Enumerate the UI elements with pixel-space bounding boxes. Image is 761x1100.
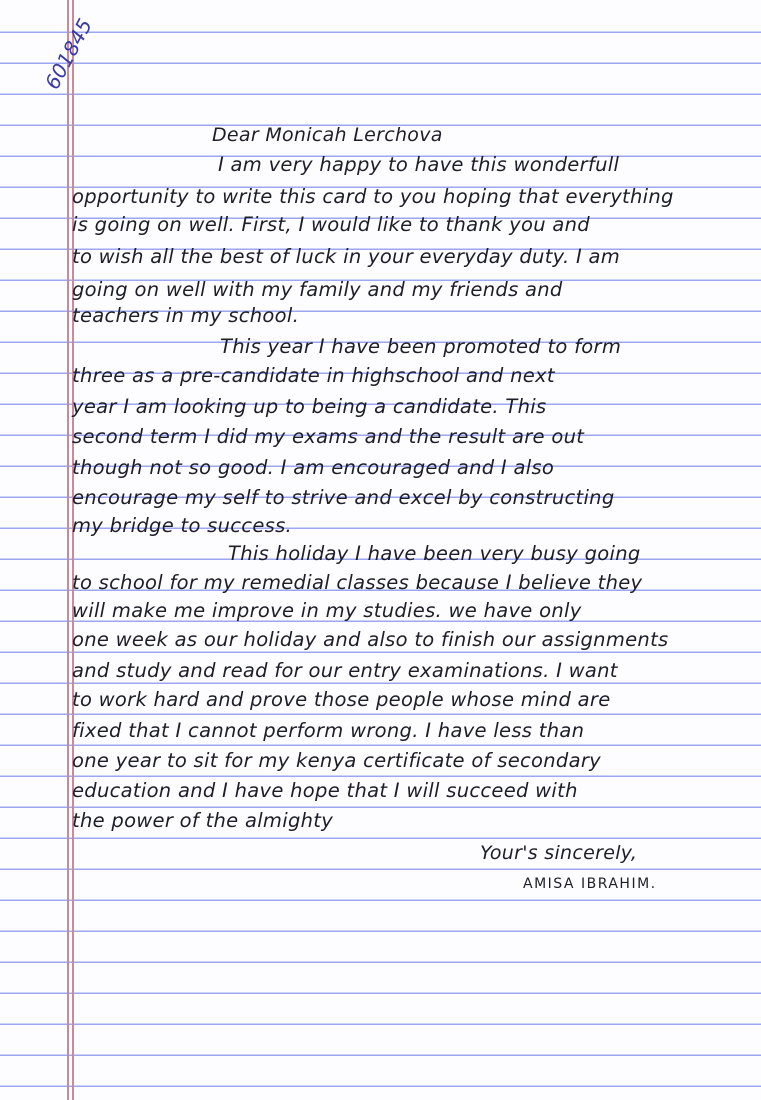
- letter-line: encourage my self to strive and excel by constructing: [72, 486, 615, 509]
- letter-line: is going on well. First, I would like to thank you and: [72, 213, 590, 236]
- letter-line: year I am looking up to being a candidate. This: [72, 395, 547, 418]
- letter-line: to work hard and prove those people whose mind are: [72, 688, 611, 711]
- letter-line: one week as our holiday and also to finish our assignments: [72, 628, 669, 651]
- letter-line: one year to sit for my kenya certificate of secondary: [72, 749, 602, 772]
- letter-line: This holiday I have been very busy going: [228, 542, 641, 565]
- letter-line: will make me improve in my studies. we have only: [72, 599, 582, 622]
- letter-line: to school for my remedial classes because I believe they: [72, 571, 643, 594]
- letter-line: the power of the almighty: [72, 809, 334, 832]
- letter-line: three as a pre-candidate in highschool and next: [72, 364, 555, 387]
- letter-line: second term I did my exams and the result are out: [72, 425, 585, 448]
- letter-line: education and I have hope that I will succeed with: [72, 779, 578, 802]
- letter-line: my bridge to success.: [72, 514, 293, 537]
- letter-line: I am very happy to have this wonderfull: [218, 153, 620, 176]
- closing: Your's sincerely,: [480, 842, 638, 864]
- letter-line: though not so good. I am encouraged and I also: [72, 456, 555, 479]
- margin-line: [67, 0, 69, 1100]
- salutation: Dear Monicah Lerchova: [212, 124, 443, 146]
- margin-line: [72, 0, 74, 1100]
- letter-line: going on well with my family and my friends and: [72, 278, 563, 301]
- reference-number: 601845: [40, 14, 98, 94]
- letter-line: This year I have been promoted to form: [220, 335, 622, 358]
- letter-line: opportunity to write this card to you hoping that everything: [72, 185, 674, 208]
- letter-line: and study and read for our entry examinations. I want: [72, 659, 618, 682]
- signature: AMISA IBRAHIM.: [523, 876, 657, 892]
- letter-line: teachers in my school.: [72, 304, 300, 327]
- letter-line: fixed that I cannot perform wrong. I have less than: [72, 719, 585, 742]
- letter-line: to wish all the best of luck in your everyday duty. I am: [72, 245, 621, 268]
